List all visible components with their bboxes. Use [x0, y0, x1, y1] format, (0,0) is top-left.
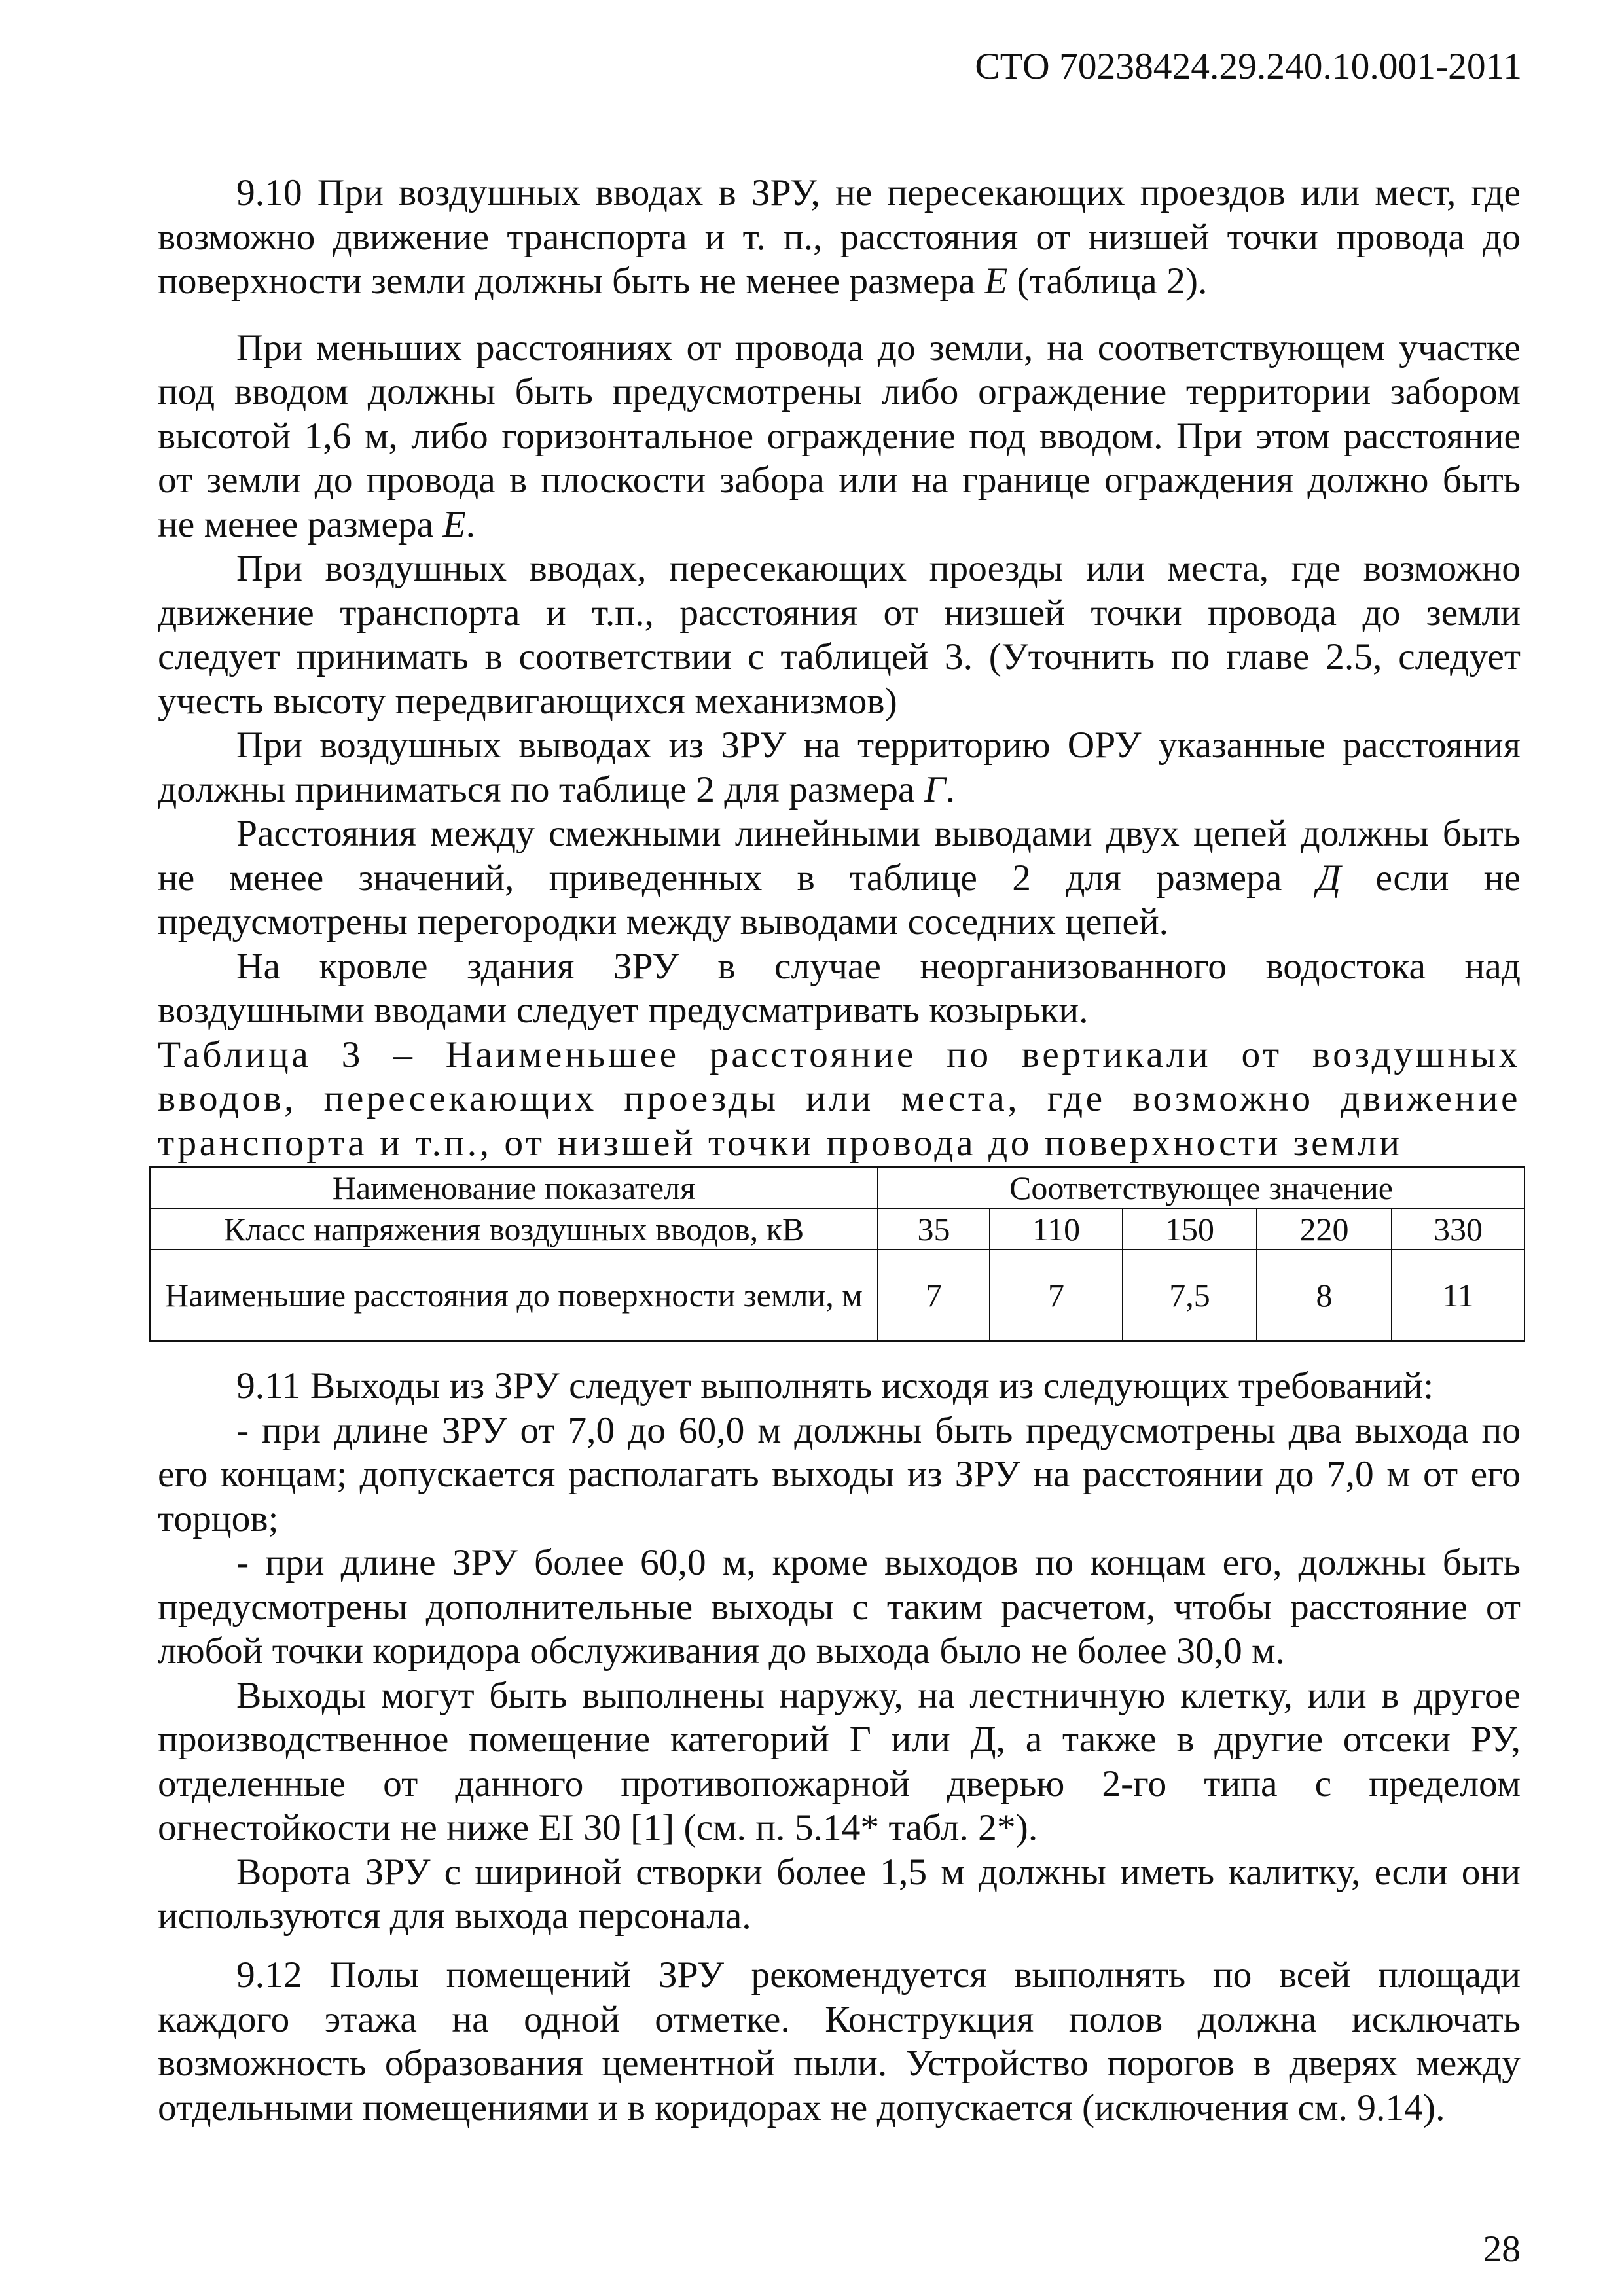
text-line	[158, 856, 1521, 901]
dimension-symbol: Д	[1316, 857, 1341, 899]
text-line: 9.11 Выходы из ЗРУ следует выполнять исходя из следующих требований:	[236, 1365, 1434, 1407]
text-line: 9.12 Полы помещений ЗРУ рекомендуется выполнять по всей площади	[236, 1954, 1521, 1996]
text-line	[158, 259, 1521, 304]
column-header-value: Соответствующее значение	[878, 1167, 1525, 1208]
table-cell: 220	[1257, 1208, 1392, 1249]
text-line: высотой 1,6 м, либо горизонтальное ограждение под вводом. При этом расстояние	[158, 415, 1521, 457]
text-run: поверхности земли должны быть не менее размера	[158, 260, 985, 302]
text-line: предусмотрены перегородки между выводами соседних цепей.	[158, 901, 1169, 942]
text-line: следует принимать в соответствии с таблицей 3. (Уточнить по главе 2.5, следует	[158, 636, 1521, 677]
table-cell: 7	[990, 1249, 1123, 1341]
table-cell: 8	[1257, 1249, 1392, 1341]
caption-line: Таблица 3 – Наименьшее расстояние по вертикали от воздушных	[158, 1033, 1521, 1075]
text-line	[158, 503, 1521, 547]
paragraph-exits	[158, 1674, 1521, 1850]
text-line: движение транспорта и т.п., расстояния от низшей точки провода до земли	[158, 592, 1521, 634]
column-header-name: Наименование показателя	[150, 1167, 878, 1208]
paragraph-outputs-to-oru	[158, 723, 1521, 812]
text-line: Расстояния между смежными линейными выводами двух цепей должны быть	[236, 813, 1521, 854]
text-line: огнестойкости не ниже EI 30 [1] (см. п. 5.14* табл. 2*).	[158, 1807, 1038, 1848]
text-line: При меньших расстояниях от провода до земли, на соответствующем участке	[236, 327, 1521, 368]
paragraph-adjacent-outputs	[158, 812, 1521, 944]
table-cell: 150	[1123, 1208, 1257, 1249]
text-line: - при длине ЗРУ от 7,0 до 60,0 м должны быть предусмотрены два выхода по	[236, 1409, 1521, 1451]
table-cell: 7,5	[1123, 1249, 1257, 1341]
paragraph-roof	[158, 944, 1521, 1033]
table-cell: 11	[1392, 1249, 1525, 1341]
row-label: Класс напряжения воздушных вводов, кВ	[150, 1208, 878, 1249]
table-3	[149, 1166, 1525, 1342]
text-line: возможно движение транспорта и т. п., расстояния от низшей точки провода до	[158, 216, 1521, 258]
clause-9-11	[158, 1364, 1521, 1408]
text-run: (таблица 2).	[1007, 260, 1208, 302]
page-number: 28	[1483, 2229, 1521, 2270]
table-cell: 110	[990, 1208, 1123, 1249]
paragraph-gates	[158, 1850, 1521, 1939]
clause-9-10	[158, 171, 1521, 304]
table-header-row	[150, 1167, 1525, 1208]
text-line: Выходы могут быть выполнены наружу, на лестничную клетку, или в другое	[236, 1674, 1521, 1716]
text-line	[158, 768, 1521, 812]
caption-line: транспорта и т.п., от низшей точки провода до поверхности земли	[158, 1122, 1403, 1164]
text-line: учесть высоту передвигающихся механизмов)	[158, 680, 897, 722]
table-row	[150, 1249, 1525, 1341]
text-line: торцов;	[158, 1498, 279, 1539]
text-line: используются для выхода персонала.	[158, 1895, 751, 1937]
text-line: под вводом должны быть предусмотрены либо ограждение территории забором	[158, 371, 1521, 412]
text-line: 9.10 При воздушных вводах в ЗРУ, не пересекающих проездов или мест, где	[236, 172, 1521, 213]
paragraph-crossing-inputs	[158, 547, 1521, 723]
text-line: воздушными вводами следует предусматривать козырьки.	[158, 990, 1089, 1031]
text-line: возможность образования цементной пыли. Устройство порогов в дверях между	[158, 2043, 1521, 2084]
text-line: отделенные от данного противопожарной дверью 2-го типа с пределом	[158, 1763, 1521, 1804]
table-cell: 330	[1392, 1208, 1525, 1249]
clause-9-12	[158, 1953, 1521, 2130]
row-label: Наименьшие расстояния до поверхности земли, м	[150, 1249, 878, 1341]
text-run: .	[465, 503, 475, 545]
text-line: - при длине ЗРУ более 60,0 м, кроме выходов по концам его, должны быть	[236, 1542, 1521, 1583]
text-line: При воздушных выводах из ЗРУ на территорию ОРУ указанные расстояния	[236, 725, 1521, 766]
page-content	[158, 171, 1521, 2130]
text-line: производственное помещение категорий Г или Д, а также в другие отсеки РУ,	[158, 1719, 1521, 1760]
document-code-header: СТО 70238424.29.240.10.001-2011	[975, 46, 1522, 87]
text-run: не менее значений, приведенных в таблице 2 для размера	[158, 857, 1317, 899]
text-line: При воздушных вводах, пересекающих проезды или места, где возможно	[236, 548, 1521, 589]
text-line: Ворота ЗРУ с шириной створки более 1,5 м должны иметь калитку, если они	[236, 1851, 1521, 1893]
text-line: любой точки коридора обслуживания до выхода было не более 30,0 м.	[158, 1630, 1285, 1672]
dimension-symbol: Г	[924, 768, 946, 810]
text-run: .	[945, 768, 955, 810]
table-cell: 7	[878, 1249, 990, 1341]
text-run: если не	[1341, 857, 1521, 899]
list-item	[158, 1541, 1521, 1674]
list-item	[158, 1408, 1521, 1541]
table-caption	[158, 1033, 1521, 1166]
text-line: отдельными помещениями и в коридорах не допускается (исключения см. 9.14).	[158, 2087, 1445, 2128]
text-line: каждого этажа на одной отметке. Конструкция полов должна исключать	[158, 1998, 1521, 2040]
text-line: На кровле здания ЗРУ в случае неорганизованного водостока над	[236, 945, 1521, 987]
text-run: должны приниматься по таблице 2 для размера	[158, 768, 924, 810]
table-row	[150, 1208, 1525, 1249]
text-line: от земли до провода в плоскости забора или на границе ограждения должно быть	[158, 459, 1521, 501]
paragraph-lower-distances	[158, 326, 1521, 547]
dimension-symbol: Е	[984, 260, 1008, 302]
text-line: предусмотрены дополнительные выходы с таким расчетом, чтобы расстояние от	[158, 1586, 1521, 1628]
text-line: его концам; допускается располагать выходы из ЗРУ на расстоянии до 7,0 м от его	[158, 1454, 1521, 1495]
caption-line: вводов, пересекающих проезды или места, где возможно движение	[158, 1078, 1521, 1119]
dimension-symbol: Е	[442, 503, 466, 545]
text-run: не менее размера	[158, 503, 443, 545]
table-cell: 35	[878, 1208, 990, 1249]
